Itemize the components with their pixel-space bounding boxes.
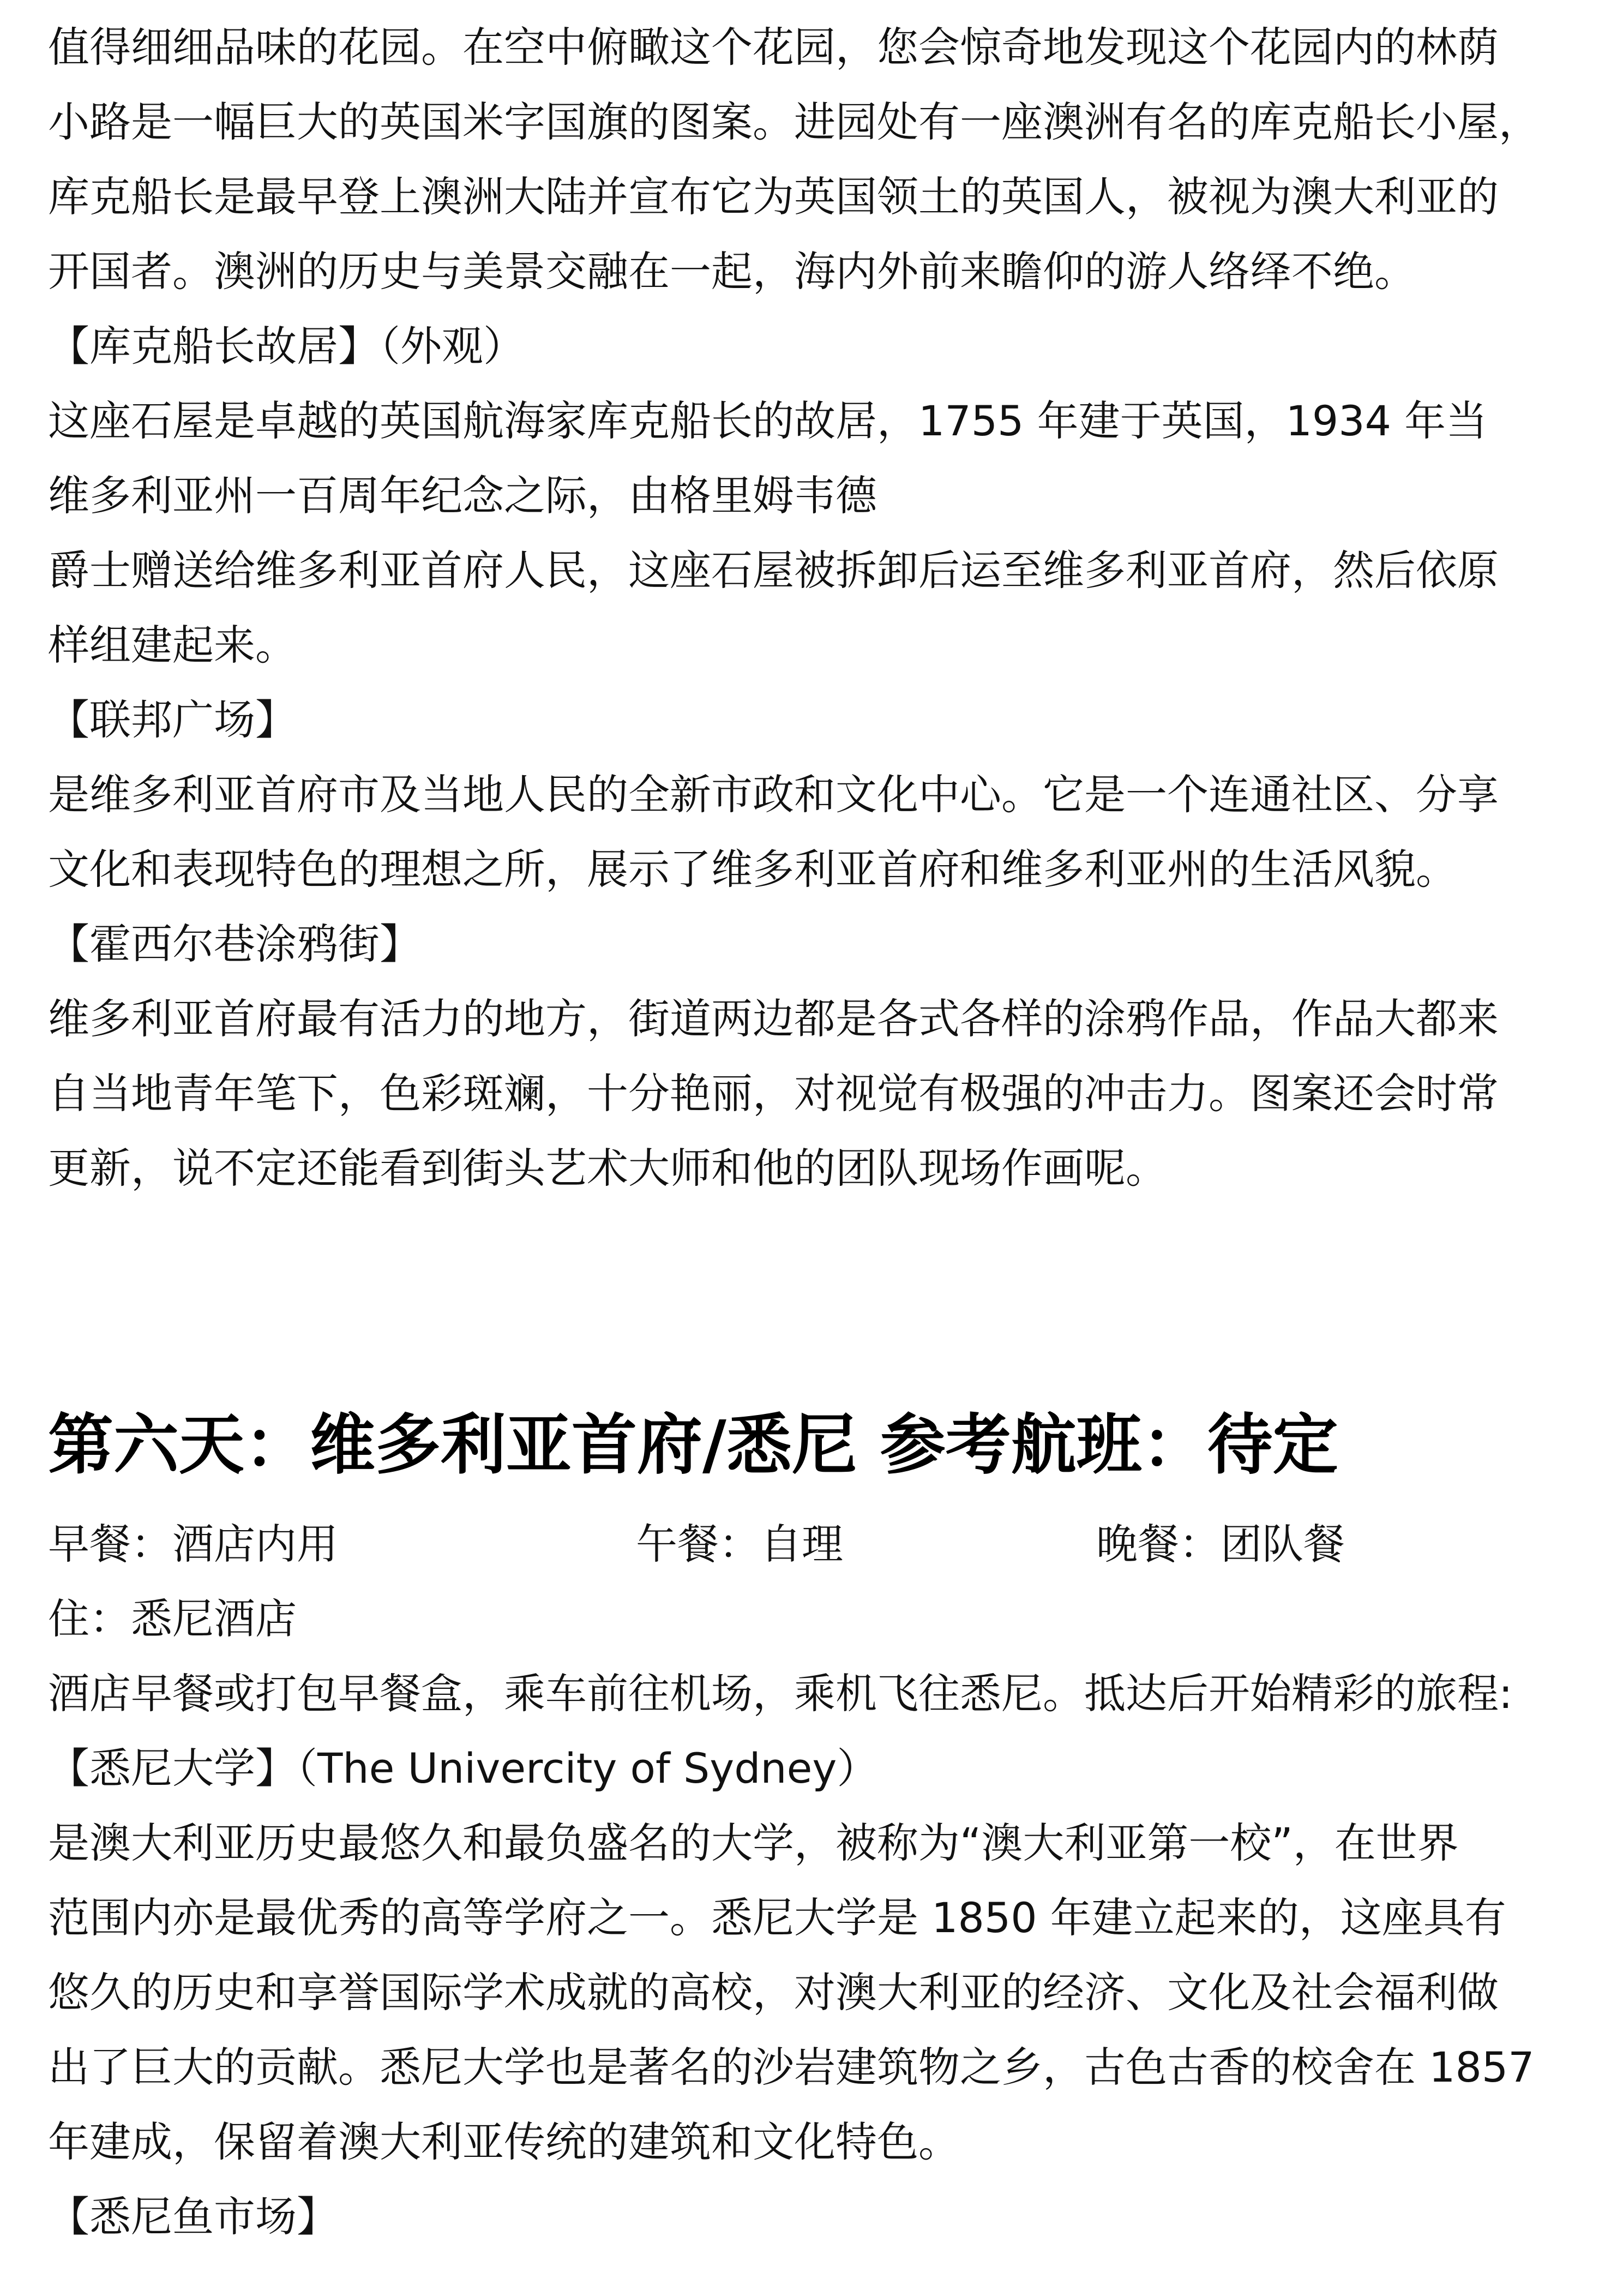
text-line: 库克船长是最早登上澳洲大陆并宣布它为英国领土的英国人，被视为澳大利亚的 <box>48 172 1499 221</box>
day6-heading: 第六天：维多利亚首府/悉尼 参考航班：待定 <box>48 1407 1338 1483</box>
text-line: 出了巨大的贡献。悉尼大学也是著名的沙岩建筑物之乡，古色古香的校舍在 1857 <box>48 2043 1535 2091</box>
day6-section <box>48 1396 1580 2254</box>
text-line: 悠久的历史和享誉国际学术成就的高校，对澳大利亚的经济、文化及社会福利做 <box>48 1968 1499 2017</box>
text-line: 是澳大利亚历史最悠久和最负盛名的大学，被称为“澳大利亚第一校”，在世界 <box>48 1819 1459 1867</box>
text-line: 值得细细品味的花园。在空中俯瞰这个花园，您会惊奇地发现这个花园内的林荫 <box>48 23 1499 71</box>
day6-intro: 酒店早餐或打包早餐盒，乘车前往机场，乘机飞往悉尼。抵达后开始精彩的旅程: <box>48 1669 1513 1718</box>
text-line: 范围内亦是最优秀的高等学府之一。悉尼大学是 1850 年建立起来的，这座具有 <box>48 1893 1506 1942</box>
breakfast-info: 早餐：酒店内用 <box>48 1520 338 1568</box>
hotel-info: 住：悉尼酒店 <box>48 1594 297 1643</box>
text-line: 小路是一幅巨大的英国米字国旗的图案。进园处有一座澳洲有名的库克船长小屋， <box>48 98 1540 146</box>
lunch-info: 午餐：自理 <box>636 1520 843 1568</box>
garden-intro <box>48 10 1580 1206</box>
text-line: 这座石屋是卓越的英国航海家库克船长的故居，1755 年建于英国，1934 年当 <box>48 397 1488 445</box>
text-line: 是维多利亚首府市及当地人民的全新市政和文化中心。它是一个连通社区、分享 <box>48 770 1499 819</box>
section-title-sydney-university: 【悉尼大学】（The Univercity of Sydney） <box>48 1744 879 1793</box>
section-title-fish-market: 【悉尼鱼市场】 <box>48 2192 338 2241</box>
text-line: 自当地青年笔下，色彩斑斓，十分艳丽，对视觉有极强的冲击力。图案还会时常 <box>48 1069 1499 1118</box>
section-title-cook-house: 【库克船长故居】（外观） <box>48 322 525 370</box>
text-line: 开国者。澳洲的历史与美景交融在一起，海内外前来瞻仰的游人络绎不绝。 <box>48 247 1416 296</box>
section-title-federation-square: 【联邦广场】 <box>48 696 297 744</box>
text-line: 更新，说不定还能看到街头艺术大师和他的团队现场作画呢。 <box>48 1144 1167 1192</box>
text-line: 文化和表现特色的理想之所，展示了维多利亚首府和维多利亚州的生活风貌。 <box>48 845 1457 894</box>
text-line: 维多利亚首府最有活力的地方，街道两边都是各式各样的涂鸦作品，作品大都来 <box>48 994 1499 1043</box>
meals-row <box>48 1507 1580 1581</box>
dinner-info: 晚餐：团队餐 <box>1096 1520 1345 1568</box>
text-line: 爵士赠送给维多利亚首府人民，这座石屋被拆卸后运至维多利亚首府，然后依原 <box>48 546 1499 595</box>
section-title-hosier-lane: 【霍西尔巷涂鸦街】 <box>48 920 421 968</box>
text-line: 样组建起来。 <box>48 621 297 669</box>
text-line: 维多利亚州一百周年纪念之际，由格里姆韦德 <box>48 471 877 520</box>
text-line: 年建成，保留着澳大利亚传统的建筑和文化特色。 <box>48 2118 960 2166</box>
